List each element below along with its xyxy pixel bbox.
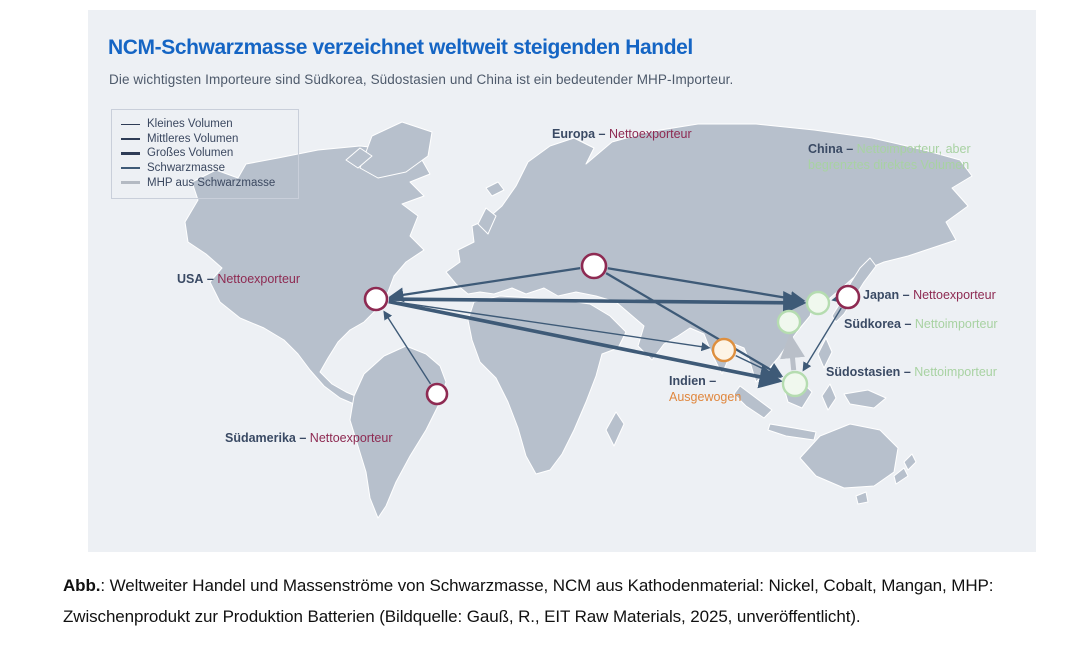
island-sulawesi: [822, 384, 836, 410]
flow-suedostasien-china: [790, 337, 793, 370]
label-usa: [177, 271, 300, 287]
legend-item-grosses-volumen: [121, 146, 289, 161]
label-suedamerika: [225, 430, 392, 446]
island-new-guinea: [844, 390, 886, 408]
figure-subtitle: Die wichtigsten Importeure sind Südkorea, Südostasien und China ist ein bedeutender MHP-Importeur.: [109, 72, 734, 87]
region-name: Indien: [669, 374, 706, 388]
region-name: Südostasien: [826, 365, 901, 379]
region-name: USA: [177, 272, 204, 286]
island-iceland: [486, 182, 504, 196]
dash: –: [903, 365, 911, 379]
node-indien: [713, 339, 735, 361]
node-europa: [582, 254, 606, 278]
figure-caption: [63, 570, 998, 633]
region-role: Nettoimporteur: [914, 317, 998, 331]
region-role: Nettoexporteur: [608, 127, 692, 141]
region-name: China: [808, 142, 843, 156]
schwarzmasse-line-icon: [121, 167, 140, 169]
island-tasmania: [856, 492, 868, 504]
label-japan: [863, 287, 996, 303]
large-volume-line-icon: [121, 152, 140, 156]
legend-item-label: Mittleres Volumen: [147, 132, 239, 145]
caption-prefix: Abb.: [63, 576, 101, 595]
region-name: Europa: [552, 127, 596, 141]
label-indien: [669, 373, 779, 406]
label-europa: [552, 126, 692, 142]
island-new-zealand-south: [894, 468, 908, 484]
dash: –: [709, 374, 717, 388]
region-role: Nettoimporteur: [914, 365, 997, 379]
dash: –: [902, 288, 910, 302]
label-suedkorea: [844, 316, 998, 332]
mhp-line-icon: [121, 181, 140, 183]
small-volume-line-icon: [121, 124, 140, 125]
legend: [111, 109, 299, 199]
region-name: Südkorea: [844, 317, 901, 331]
legend-item-mittleres-volumen: [121, 132, 289, 147]
legend-item-label: Großes Volumen: [147, 147, 234, 160]
region-role: Ausgewogen: [669, 390, 742, 405]
legend-item-label: Schwarzmasse: [147, 162, 225, 175]
island-madagascar: [606, 412, 624, 446]
region-name: Japan: [863, 288, 900, 302]
node-japan: [837, 286, 859, 308]
node-suedkorea: [807, 292, 829, 314]
region-role: Nettoimporteur, aber begrenztes direktes Volumen: [808, 142, 971, 173]
region-role: Nettoexporteur: [913, 288, 996, 302]
legend-item-mhp: [121, 175, 289, 190]
legend-item-schwarzmasse: [121, 161, 289, 176]
dash: –: [904, 317, 912, 331]
region-role: Nettoexporteur: [217, 272, 301, 286]
dash: –: [598, 127, 606, 141]
node-suedostasien: [783, 372, 807, 396]
region-role: Nettoexporteur: [309, 431, 393, 445]
figure-title: NCM-Schwarzmasse verzeichnet weltweit steigenden Handel: [108, 36, 693, 59]
label-china: [808, 141, 1020, 174]
caption-text: : Weltweiter Handel und Massenströme von Schwarzmasse, NCM aus Kathodenmaterial: Nickel, Cobalt, Mangan, MHP: Zwischenprodukt zur Produktion Batterien (Bildquelle: Gauß, R., EIT Raw Materials, 2025, unveröffentlicht).: [63, 576, 994, 627]
legend-item-kleines-volumen: [121, 117, 289, 132]
figure-card: [88, 10, 1036, 552]
legend-item-label: Kleines Volumen: [147, 118, 233, 131]
medium-volume-line-icon: [121, 138, 140, 140]
island-new-zealand-north: [904, 454, 916, 470]
region-name: Südamerika: [225, 431, 296, 445]
node-china: [778, 311, 800, 333]
node-suedamerika: [427, 384, 447, 404]
node-usa: [365, 288, 387, 310]
dash: –: [206, 272, 214, 286]
dash: –: [846, 142, 854, 156]
legend-item-label: MHP aus Schwarzmasse: [147, 176, 276, 189]
flow-japan-suedkorea: [833, 300, 836, 301]
island-java: [768, 424, 816, 440]
dash: –: [299, 431, 307, 445]
label-suedostasien: [826, 364, 997, 380]
